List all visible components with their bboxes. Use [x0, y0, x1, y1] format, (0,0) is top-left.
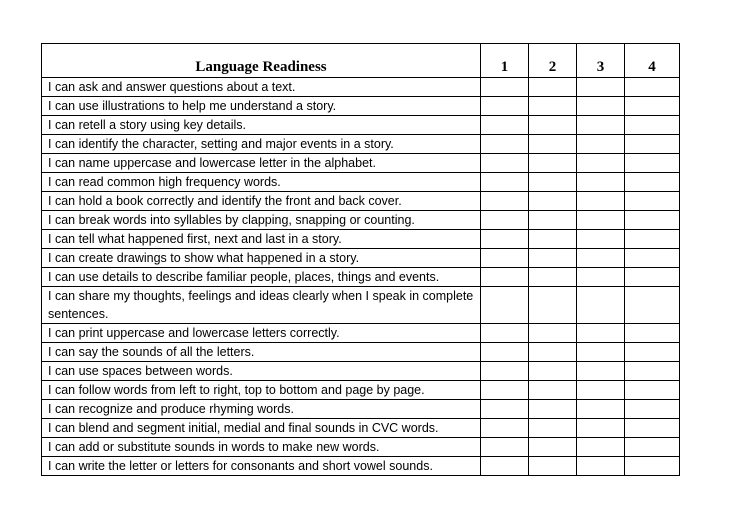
score-cell-4[interactable]	[625, 381, 680, 400]
language-readiness-checklist	[41, 43, 680, 476]
score-header-1: 1	[481, 44, 529, 78]
checklist-item-text: I can tell what happened first, next and last in a story.	[42, 230, 481, 249]
score-cell-3[interactable]	[577, 457, 625, 476]
score-cell-4[interactable]	[625, 116, 680, 135]
score-cell-3[interactable]	[577, 78, 625, 97]
checklist-item-text: I can name uppercase and lowercase letter in the alphabet.	[42, 154, 481, 173]
score-cell-2[interactable]	[529, 438, 577, 457]
checklist-row	[42, 438, 680, 457]
score-cell-2[interactable]	[529, 343, 577, 362]
score-cell-2[interactable]	[529, 97, 577, 116]
score-header-4: 4	[625, 44, 680, 78]
checklist-item-text: I can write the letter or letters for consonants and short vowel sounds.	[42, 457, 481, 476]
score-cell-1[interactable]	[481, 116, 529, 135]
score-cell-1[interactable]	[481, 135, 529, 154]
score-cell-2[interactable]	[529, 381, 577, 400]
score-cell-1[interactable]	[481, 192, 529, 211]
checklist-item-text: I can print uppercase and lowercase letters correctly.	[42, 324, 481, 343]
checklist-item-text: I can add or substitute sounds in words to make new words.	[42, 438, 481, 457]
score-cell-4[interactable]	[625, 343, 680, 362]
score-cell-2[interactable]	[529, 230, 577, 249]
score-cell-1[interactable]	[481, 324, 529, 343]
score-cell-4[interactable]	[625, 211, 680, 230]
score-cell-2[interactable]	[529, 324, 577, 343]
checklist-row	[42, 324, 680, 343]
score-cell-3[interactable]	[577, 154, 625, 173]
score-cell-4[interactable]	[625, 268, 680, 287]
score-cell-1[interactable]	[481, 287, 529, 324]
checklist-item-text: I can identify the character, setting and major events in a story.	[42, 135, 481, 154]
score-cell-3[interactable]	[577, 362, 625, 381]
score-cell-1[interactable]	[481, 97, 529, 116]
score-cell-2[interactable]	[529, 135, 577, 154]
score-cell-4[interactable]	[625, 287, 680, 324]
score-cell-3[interactable]	[577, 400, 625, 419]
score-cell-1[interactable]	[481, 438, 529, 457]
score-cell-2[interactable]	[529, 192, 577, 211]
score-cell-4[interactable]	[625, 400, 680, 419]
checklist-row	[42, 268, 680, 287]
score-cell-3[interactable]	[577, 135, 625, 154]
checklist-row	[42, 343, 680, 362]
score-cell-3[interactable]	[577, 230, 625, 249]
score-cell-4[interactable]	[625, 154, 680, 173]
score-header-2: 2	[529, 44, 577, 78]
checklist-row	[42, 230, 680, 249]
score-cell-3[interactable]	[577, 97, 625, 116]
score-cell-2[interactable]	[529, 249, 577, 268]
header-row	[42, 44, 680, 78]
checklist-item-text: I can blend and segment initial, medial and final sounds in CVC words.	[42, 419, 481, 438]
score-cell-3[interactable]	[577, 249, 625, 268]
checklist-item-text: I can follow words from left to right, top to bottom and page by page.	[42, 381, 481, 400]
checklist-title: Language Readiness	[42, 44, 481, 78]
score-cell-4[interactable]	[625, 173, 680, 192]
score-cell-1[interactable]	[481, 173, 529, 192]
score-cell-3[interactable]	[577, 268, 625, 287]
checklist-item-text: I can break words into syllables by clapping, snapping or counting.	[42, 211, 481, 230]
score-cell-1[interactable]	[481, 400, 529, 419]
checklist-item-text: I can say the sounds of all the letters.	[42, 343, 481, 362]
score-cell-1[interactable]	[481, 154, 529, 173]
checklist-item-text: I can recognize and produce rhyming words.	[42, 400, 481, 419]
checklist-row	[42, 78, 680, 97]
score-cell-4[interactable]	[625, 78, 680, 97]
checklist-item-text: I can hold a book correctly and identify the front and back cover.	[42, 192, 481, 211]
score-cell-1[interactable]	[481, 211, 529, 230]
checklist-item-text: I can use spaces between words.	[42, 362, 481, 381]
score-cell-3[interactable]	[577, 116, 625, 135]
checklist-item-text: I can retell a story using key details.	[42, 116, 481, 135]
checklist-row	[42, 362, 680, 381]
score-cell-4[interactable]	[625, 249, 680, 268]
score-cell-2[interactable]	[529, 78, 577, 97]
score-cell-1[interactable]	[481, 268, 529, 287]
score-cell-1[interactable]	[481, 78, 529, 97]
score-header-3: 3	[577, 44, 625, 78]
checklist-row	[42, 287, 680, 324]
score-cell-4[interactable]	[625, 419, 680, 438]
checklist-body	[42, 78, 680, 476]
score-cell-2[interactable]	[529, 268, 577, 287]
checklist-row	[42, 419, 680, 438]
score-cell-4[interactable]	[625, 230, 680, 249]
checklist-item-text: I can share my thoughts, feelings and ideas clearly when I speak in complete sentences.	[42, 287, 481, 324]
score-cell-3[interactable]	[577, 211, 625, 230]
score-cell-3[interactable]	[577, 381, 625, 400]
checklist-item-text: I can use illustrations to help me understand a story.	[42, 97, 481, 116]
score-cell-2[interactable]	[529, 400, 577, 419]
score-cell-1[interactable]	[481, 457, 529, 476]
checklist-row	[42, 135, 680, 154]
score-cell-2[interactable]	[529, 419, 577, 438]
score-cell-2[interactable]	[529, 173, 577, 192]
score-cell-1[interactable]	[481, 381, 529, 400]
score-cell-3[interactable]	[577, 287, 625, 324]
checklist-row	[42, 154, 680, 173]
score-cell-1[interactable]	[481, 343, 529, 362]
score-cell-2[interactable]	[529, 362, 577, 381]
checklist-item-text: I can create drawings to show what happened in a story.	[42, 249, 481, 268]
checklist-row	[42, 173, 680, 192]
score-cell-4[interactable]	[625, 135, 680, 154]
score-cell-2[interactable]	[529, 211, 577, 230]
score-cell-4[interactable]	[625, 324, 680, 343]
checklist-row	[42, 249, 680, 268]
score-cell-1[interactable]	[481, 249, 529, 268]
score-cell-4[interactable]	[625, 97, 680, 116]
checklist-row	[42, 97, 680, 116]
score-cell-2[interactable]	[529, 154, 577, 173]
score-cell-1[interactable]	[481, 419, 529, 438]
score-cell-3[interactable]	[577, 343, 625, 362]
score-cell-4[interactable]	[625, 438, 680, 457]
score-cell-1[interactable]	[481, 230, 529, 249]
score-cell-3[interactable]	[577, 173, 625, 192]
score-cell-4[interactable]	[625, 457, 680, 476]
checklist-item-text: I can read common high frequency words.	[42, 173, 481, 192]
score-cell-2[interactable]	[529, 457, 577, 476]
checklist-row	[42, 192, 680, 211]
score-cell-4[interactable]	[625, 192, 680, 211]
checklist-row	[42, 211, 680, 230]
score-cell-2[interactable]	[529, 116, 577, 135]
score-cell-3[interactable]	[577, 192, 625, 211]
checklist-row	[42, 381, 680, 400]
score-cell-2[interactable]	[529, 287, 577, 324]
checklist-row	[42, 116, 680, 135]
checklist-row	[42, 457, 680, 476]
score-cell-3[interactable]	[577, 324, 625, 343]
checklist-row	[42, 400, 680, 419]
checklist-item-text: I can ask and answer questions about a text.	[42, 78, 481, 97]
score-cell-4[interactable]	[625, 362, 680, 381]
score-cell-3[interactable]	[577, 419, 625, 438]
score-cell-1[interactable]	[481, 362, 529, 381]
score-cell-3[interactable]	[577, 438, 625, 457]
checklist-item-text: I can use details to describe familiar people, places, things and events.	[42, 268, 481, 287]
